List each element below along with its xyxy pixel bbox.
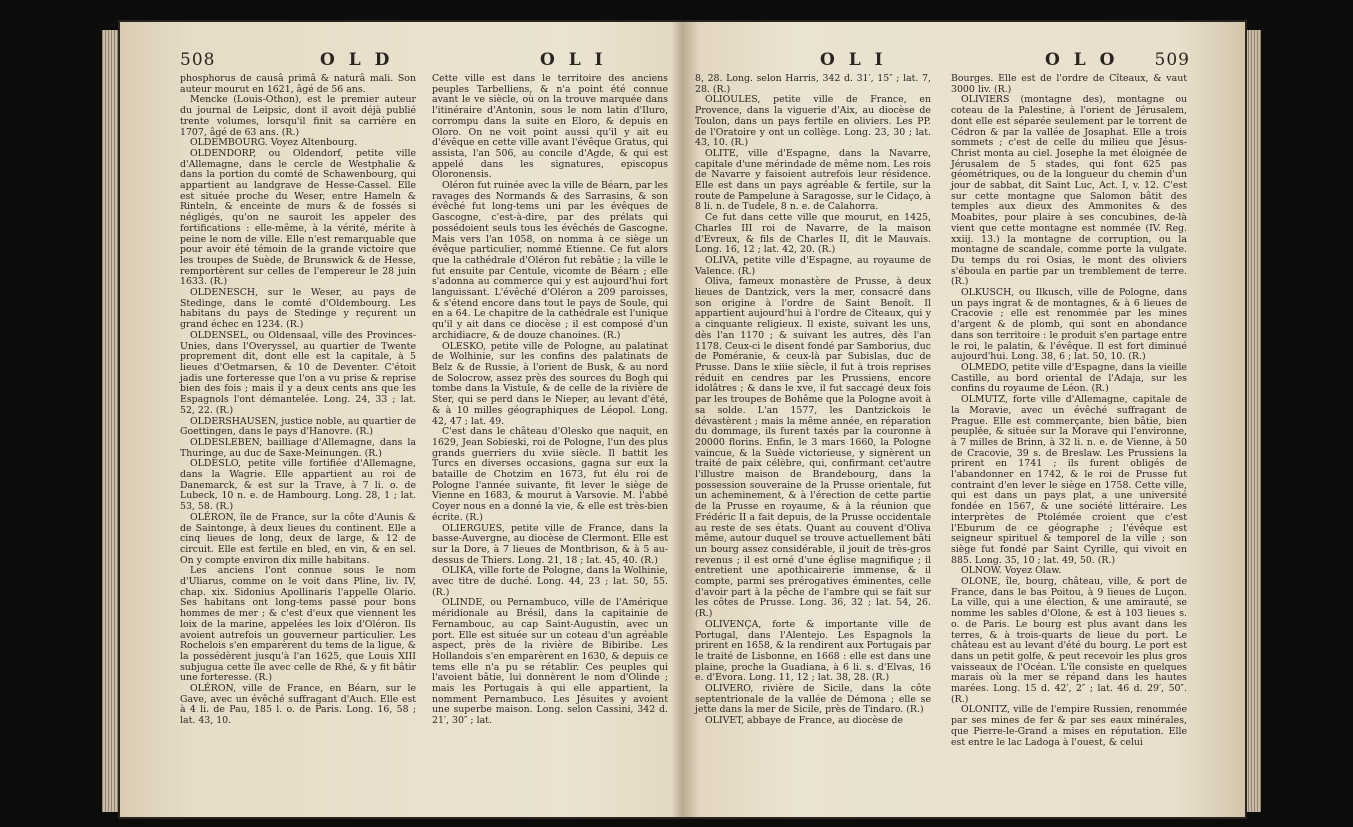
entry-paragraph: OLIOULES, petite ville de France, en Provence, dans la viguerie d'Aix, au diocèse de Toulon, dans un pays fertile en oliviers. Les PP. de l'Oratoire y ont un collège. Long. 23, 30 ; lat. 43, 10. (R.) <box>695 94 931 149</box>
entry-paragraph: OLINDE, ou Pernambuco, ville de l'Amérique méridionale au Brésil, dans la capitainie de Fernambouc, au cap Saint-Augustin, avec un port. Elle est située sur un coteau d'un agréable aspect, près de la rivière de Bibiribe. Les Hollandois s'en emparèrent en 1630, & depuis ce tems elle n'a pu se rétablir. Ces peuples qui l'avoient bâtie, lui donnèrent le nom d'Olinde ; mais les Portugais à qui elle appartient, la nomment Pernambuco. Les Jésuites y avoient une superbe maison. Long. selon Cassini, 342 d. 21′, 30″ ; lat. <box>432 597 668 727</box>
page-edge-left <box>102 30 120 812</box>
running-head-left: O L I <box>820 50 887 70</box>
entry-paragraph: OLIVA, petite ville d'Espagne, au royaume de Valence. (R.) <box>695 254 931 277</box>
right-page-header <box>695 50 1190 72</box>
entry-paragraph: Oléron fut ruinée avec la ville de Béarn, par les ravages des Normands & des Sarrasins, & son évêché fut long-tems uni par les évêques de Gascogne, c'est-à-dire, par des prélats qui possédoient seuls tous les évêchés de Gascogne. Mais vers l'an 1058, on nomma à ce siège un évêque particulier, nommé Etienne. Ce fut alors que la cathédrale d'Oléron fut rebâtie ; la ville le fut ensuite par Centule, vicomte de Béarn ; elle s'adonna au commerce qui y est aujourd'hui fort languissant. L'évêché d'Oléron a 209 paroisses, & s'étend encore dans tout le pays de Soule, qui en a 64. Le chapitre de la cathédrale est l'unique qu'il y ait dans ce diocèse ; il est composé d'un archidiacre, & de douze chanoines. (R.) <box>432 180 668 341</box>
right-page-column-1 <box>695 74 931 727</box>
entry-paragraph: OLDENDORP, ou Oldendorf, petite ville d'Allemagne, dans le cercle de Westphalie & dans la portion du comté de Schawenbourg, qui appartient au landgrave de Hesse-Cassel. Elle est située proche du Weser, entre Hameln & Rinteln, & enceinte de murs & de fossés si négligés, qu'on ne sauroit les appeler des fortifications : elle-même, à la vérité, mérite à peine le nom de ville. Elle n'est remarquable que pour avoir été témoin de la grande victoire que les troupes de Suède, de Brunswick & de Hesse, remportèrent sur celles de l'empereur le 28 juin 1633. (R.) <box>180 147 416 288</box>
entry-paragraph: OLONE, île, bourg, château, ville, & port de France, dans le bas Poitou, à 9 lieues de Luçon. La ville, qui a une élection, & une amirauté, se nomme les sables d'Olone, & est à 103 lieues s. o. de Paris. Le bourg est plus avant dans les terres, & à trois-quarts de lieue du port. Le château est au levant d'été du bourg. Le port est dans un petit golfe, & peut recevoir les plus gros vaisseaux de l'Océan. L'île consiste en quelques marais où la mer se répand dans les hautes marées. Long. 15 d. 42′, 2″ ; lat. 46 d. 29′, 50″. (R.) <box>951 576 1187 705</box>
entry-paragraph: OLIKA, ville forte de Pologne, dans la Wolhinie, avec titre de duché. Long. 44, 23 ; lat. 50, 55. (R.) <box>432 565 668 598</box>
entry-paragraph: 8, 28. Long. selon Harris, 342 d. 31′, 15″ ; lat. 7, 28. (R.) <box>695 73 931 95</box>
running-head-right: O L O <box>1045 50 1119 70</box>
entry-paragraph: OLDERSHAUSEN, justice noble, au quartier de Goettingen, dans le pays d'Hanovre. (R.) <box>180 415 416 438</box>
entry-paragraph: OLITE, ville d'Espagne, dans la Navarre, capitale d'une mérindade de même nom. Les rois de Navarre y faisoient autrefois leur résidence. Elle est dans un pays agréable & fertile, sur la route de Pampelune à Saragosse, sur le Cidaço, à 8 li. n. de Tudele, 8 n. e. de Calahorra. <box>695 147 931 213</box>
entry-paragraph: OLDENESCH, sur le Weser, au pays de Stedinge, dans le comté d'Oldembourg. Les habitans du pays de Stedinge y reçurent un grand échec en 1234. (R.) <box>180 287 416 331</box>
running-head-right: O L I <box>540 50 607 70</box>
entry-paragraph: Ce fut dans cette ville que mourut, en 1425, Charles III roi de Navarre, de la maison d'Evreux, & fils de Charles II, dit le Mauvais. Long. 16, 12 ; lat. 42, 20. (R.) <box>695 212 931 256</box>
entry-paragraph: OLMEDO, petite ville d'Espagne, dans la vieille Castille, au bord oriental de l'Adaja, sur les confins du royaume de Léon. (R.) <box>951 361 1187 395</box>
left-page-column-1 <box>180 74 416 727</box>
entry-paragraph: OLDEMBOURG. Voyez Altenbourg. <box>190 137 358 149</box>
entry-paragraph: OLÉRON, île de France, sur la côte d'Aunis & de Saintonge, à deux lieues du continent. Elle a cinq lieues de long, deux de large, & 12 de circuit. Elle est fertile en bled, en vin, & en sel. On y compte environ dix mille habitans. <box>180 511 416 566</box>
page-number: 508 <box>180 50 216 70</box>
entry-paragraph: OLIVERO, rivière de Sicile, dans la côte septentrionale de la vallée de Démona ; elle se jette dans la mer de Sicile, près de Tindaro. (R.) <box>695 683 931 716</box>
book-spread <box>120 22 1245 817</box>
page-edge-right <box>1245 30 1261 812</box>
entry-paragraph: OLDESLEBEN, bailliage d'Allemagne, dans la Thuringe, au duc de Saxe-Meinungen. (R.) <box>180 436 416 459</box>
entry-paragraph: OLIVET, abbaye de France, au diocèse de <box>705 715 903 727</box>
entry-paragraph: OLMUTZ, forte ville d'Allemagne, capitale de la Moravie, avec un évêché suffragant de Prague. Elle est commerçante, bien bâtie, bien peuplée, & située sur la Morave qui l'environne, à 7 milles de Brinn, à 32 li. n. e. de Vienne, à 50 de Cracovie, 39 s. de Breslaw. Les Prussiens la prirent en 1741 ; ils furent obligés de l'abandonner en 1742, & le roi de Prusse fut contraint d'en lever le siège en 1758. Cette ville, qui est dans un pays plat, a une université fondée en 1567, & une société littéraire. Les interprètes de Ptolémée croient que c'est l'Eburum de ce géographe ; l'évêque est seigneur spirituel & temporel de la ville ; son siège fut fondé par Saint Cyrille, qui vivoit en 885. Long. 35, 10 ; lat. 49, 50. (R.) <box>951 394 1187 566</box>
entry-paragraph: OLONITZ, ville de l'empire Russien, renommée par ses mines de fer & par ses eaux minérales, que Pierre-le-Grand a mises en réputation. Elle est entre le lac Ladoga à l'ouest, & celui <box>951 704 1187 748</box>
right-page-column-2 <box>951 74 1187 748</box>
left-page-header <box>180 50 670 72</box>
entry-paragraph: Les anciens l'ont connue sous le nom d'Uliarus, comme on le voit dans Pline, liv. IV, chap. xix. Sidonius Apollinaris l'appelle Olario. Ses habitans ont long-tems passé pour bons hommes de mer ; & c'est d'eux que viennent les loix de la marine, appelées les loix d'Oléron. Ils avoient autrefois un gouverneur particulier. Les Rochelois s'en emparèrent du tems de la ligue, & la possédèrent jusqu'à l'an 1625, que Louis XIII subjugua cette île avec celle de Rhé, & y fit bâtir une forteresse. (R.) <box>180 565 416 684</box>
right-page <box>695 22 1190 817</box>
entry-paragraph: phosphorus de causâ primâ & naturâ mali. Son auteur mourut en 1621, âgé de 56 ans. <box>180 73 416 95</box>
entry-paragraph: Cette ville est dans le territoire des anciens peuples Tarbelliens, & n'a point été connue avant le ve siècle, où on la trouve marquée dans l'itinéraire d'Antonin, sous le nom latin d'Iluro, corrompu dans la suite en Eloro, & depuis en Oloro. On ne voit point aussi qu'il y ait eu d'évêque en cette ville avant l'évêque Gratus, qui assista, l'an 506, au concile d'Agde, & qui est appelé dans les signatures, episcopus Oloronensis. <box>432 73 668 181</box>
left-page <box>180 22 670 817</box>
entry-paragraph: OLNOW. Voyez Olaw. <box>961 565 1062 577</box>
entry-paragraph: Bourges. Elle est de l'ordre de Cîteaux, & vaut 3000 liv. (R.) <box>951 73 1187 95</box>
page-number: 509 <box>1154 50 1190 70</box>
entry-paragraph: OLIVIERS (montagne des), montagne ou coteau de la Palestine, à l'orient de Jérusalem, dont elle est séparée seulement par le torrent de Cédron & par la vallée de Josaphat. Elle a trois sommets ; c'est de celle du milieu que Jésus-Christ monta au ciel. Josephe la met éloignée de Jérusalem de 5 stades, qui font 625 pas géométriques, ou de la longueur du chemin d'un jour de sabbat, dit Saint Luc, Act. I, v. 12. C'est sur cette montagne que Salomon bâtit des temples aux dieux des Ammonites & des Moabites, pour plaire à ses concubines, de-là vient que cette montagne est nommée (IV. Reg. xxiij. 13.) la montagne de corruption, ou la montagne de scandale, comme porte la vulgate. Du temps du roi Osias, le mont des oliviers s'éboula en partie par un tremblement de terre. (R.) <box>951 94 1187 288</box>
entry-paragraph: OLKUSCH, ou Ilkusch, ville de Pologne, dans un pays ingrat & de montagnes, & à 6 lieues de Cracovie ; elle est renommée par les mines d'argent & de plomb, qui sont en abondance dans son territoire : le produit s'en partage entre le roi, le palatin, & l'évêque. Il est fort diminué aujourd'hui. Long. 38, 6 ; lat. 50, 10. (R.) <box>951 287 1187 363</box>
running-head-left: O L D <box>320 50 394 70</box>
entry-paragraph: C'est dans le château d'Olesko que naquit, en 1629, Jean Sobieski, roi de Pologne, l'un des plus grands guerriers du xviie siècle. Il battit les Turcs en diverses occasions, gagna sur eux la bataille de Chotzim en 1673, fut élu roi de Pologne l'année suivante, fit lever le siège de Vienne en 1683, & mourut à Varsovie. M. l'abbé Coyer nous en a donné la vie, & elle est très-bien écrite. (R.) <box>432 426 668 523</box>
left-page-column-2 <box>432 74 668 727</box>
entry-paragraph: OLIVENÇA, forte & importante ville de Portugal, dans l'Alentejo. Les Espagnols la prirent en 1658, & la rendirent aux Portugais par le traité de Lisbonne, en 1668 : elle est dans une plaine, proche la Guadiana, à 6 li. s. d'Elvas, 16 e. d'Evora. Long. 11, 12 ; lat. 38, 28. (R.) <box>695 618 931 684</box>
entry-paragraph: OLDENSEL, ou Oldensaal, ville des Provinces-Unies, dans l'Overyssel, au quartier de Twente proprement dit, dont elle est la capitale, à 5 lieues d'Oetmarsen, & 10 de Deventer. C'étoit jadis une forteresse que l'on a vu prise & reprise bien des fois ; mais il y a deux cents ans que les Espagnols l'ont démantelée. Long. 24, 33 ; lat. 52, 22. (R.) <box>180 329 416 416</box>
entry-paragraph: Mencke (Louis-Othon), est le premier auteur du journal de Leipsic, dont il avoit déjà publié trente volumes, lorsqu'il finit sa carrière en 1707, âgé de 63 ans. (R.) <box>180 94 416 138</box>
entry-paragraph: Oliva, fameux monastère de Prusse, à deux lieues de Dantzick, vers la mer, consacré dans son origine à l'ordre de Saint Benoît. Il appartient aujourd'hui à l'ordre de Cîteaux, qui y a cinquante religieux. Il existe, suivant les uns, dès l'an 1170 ; & suivant les autres, dès l'an 1178. Ceux-ci le disent fondé par Samborius, duc de Poméranie, & ceux-là par Subislas, duc de Prusse. Dans le xiiie siècle, il fut à trois reprises réduit en cendres par les Prussiens, encore idolâtres ; & dans le xve, il fut saccagé deux fois par les troupes de Bohême que la Pologne avoit à sa solde. L'an 1577, les Dantzickois le dévastèrent ; mais la même année, en réparation du dommage, ils furent taxés par la couronne à 20000 florins. Enfin, le 3 mars 1660, la Pologne vaincue, & la Suède victorieuse, y signèrent un traité de paix célèbre, qui, confirmant cet'autre l'illustre maison de Brandebourg, dans la possession souveraine de la Prusse orientale, fut un acheminement, & à l'érection de cette partie de la Prusse en royaume, & à la réunion que Frédéric II a fait depuis, de la Prusse occidentale au reste de ses états. Quant au couvent d'Oliva même, autour duquel se trouve actuellement bâti un bourg assez considérable, il jouit de très-gros revenus ; il est orné d'une église magnifique ; il entretient une apothicairerie immense, & il compte, parmi ses prérogatives éminentes, celle d'avoir part à la pêche de l'ambre qui se fait sur les côtes de Prusse. Long. 36, 32 ; lat. 54, 26. (R.) <box>695 276 931 620</box>
entry-paragraph: OLÉRON, ville de France, en Béarn, sur le Gave, avec un évêché suffragant d'Auch. Elle est à 4 li. de Pau, 185 l. o. de Paris. Long. 16, 58 ; lat. 43, 10. <box>180 683 416 727</box>
entry-paragraph: OLIERGUES, petite ville de France, dans la basse-Auvergne, au diocèse de Clermont. Elle est sur la Dore, à 7 lieues de Montbrison, & à 5 au-dessus de Thiers. Long. 21, 18 ; lat. 45, 40. (R.) <box>432 522 668 566</box>
entry-paragraph: OLESKO, petite ville de Pologne, au palatinat de Wolhinie, sur les confins des palatinats de Belz & de Russie, à l'orient de Busk, & au nord de Solocrow, assez près des sources du Bogh qui tombe dans la Vistule, & de celle de la rivière de Ster, qui se perd dans le Nieper, au levant d'été, & à 10 milles géographiques de Léopol. Long. 42, 47 ; lat. 49. <box>432 340 668 427</box>
entry-paragraph: OLDESLO, petite ville fortifiée d'Allemagne, dans la Wagrie. Elle appartient au roi de Danemarck, & est sur la Trave, à 7 li. o. de Lubeck, 10 n. e. de Hambourg. Long. 28, 1 ; lat. 53, 58. (R.) <box>180 458 416 513</box>
